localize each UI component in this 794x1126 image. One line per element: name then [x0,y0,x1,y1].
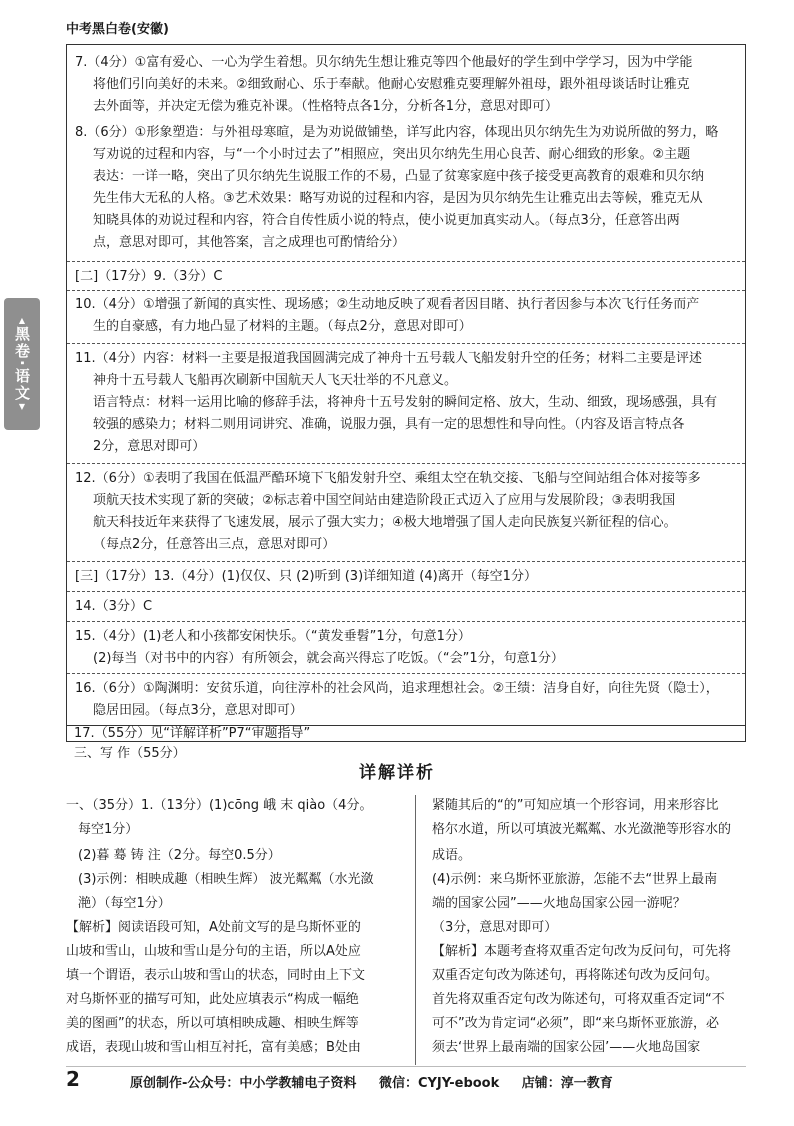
answer-line: 2分，意思对即可） [93,439,206,454]
answer-line: 表达：一详一略，突出了贝尔纳先生说服工作的不易，凸显了贫寒家庭中孩子接受更高教育的艰难和贝尔纳 [93,169,705,184]
answer-line: 航天科技近年来获得了飞速发展，展示了强大实力；④极大地增强了国人走向民族复兴新征程的信心。 [93,515,677,530]
right-col-line: 成语。 [432,848,472,863]
footer-info [130,1072,631,1091]
left-col-line: 滟）（每空1分） [78,896,171,911]
right-col-line: 首先将双重否定句改为陈述句，可将双重否定词“不 [432,992,725,1007]
left-col-line: 对乌斯怀亚的描写可知，此处应填表示“构成一幅绝 [66,992,359,1007]
left-col-line: 美的图画”的状态，所以可填相映成趣、相映生辉等 [66,1016,359,1031]
divider [67,673,745,674]
answer-line: 7.（4分）①富有爱心、一心为学生着想。贝尔纳先生想让雅克等四个他最好的学生到中学学习，因为中学能 [75,55,693,70]
answer-line: 11.（4分）内容：材料一主要是报道我国圆满完成了神舟十五号载人飞船发射升空的任务；材料二主要是评述 [75,351,702,366]
right-col-line: 紧随其后的“的”可知应填一个形容词，用来形容比 [432,798,719,813]
divider [67,463,745,464]
page-number: 2 [66,1067,80,1091]
footer-wechat: 微信：CYJY-ebook [378,1076,500,1091]
right-col-line: 须去‘世界上最南端的国家公园’——火地岛国家 [432,1040,701,1055]
answer-line: 隐居田园。（每点3分，意思对即可） [93,703,303,718]
answer-line: [三]（17分）13.（4分）(1)仅仅、只 (2)听到 (3)详细知道 (4)离开（每空1分） [75,569,537,584]
answer-line: 将他们引向美好的未来。②细致耐心、乐于奉献。他耐心安慰雅克要理解外祖母，跟外祖母谈话时让雅克 [93,77,690,92]
footer-shop: 店铺：淳一教育 [521,1076,613,1091]
divider [67,261,745,262]
left-col-line: 填一个谓语，表示山坡和雪山的状态，同时由上下文 [66,968,366,983]
answer-line: 去外面等，并决定无偿为雅克补课。（性格特点各1分，分析各1分，意思对即可） [93,99,559,114]
answer-line: [二]（17分）9.（3分）C [75,269,223,284]
side-tab-text: 黑卷·语文 [13,326,31,402]
right-col-line: 【解析】本题考查将双重否定句改为反问句，可先将 [432,944,732,959]
divider [67,561,745,562]
answer-line: 较强的感染力；材料二则用词讲究、准确，说服力强，具有一定的思想性和导向性。（内容及语言特点各 [93,417,685,432]
divider [67,591,745,592]
answer-line: 生的自豪感，有力地凸显了材料的主题。（每点2分，意思对即可） [93,319,472,334]
answer-line: 10.（4分）①增强了新闻的真实性、现场感；②生动地反映了观看者因目睹、执行者因参与本次飞行任务而产 [75,297,700,312]
answer-line: 写劝说的过程和内容，与“一个小时过去了”相照应，突出贝尔纳先生用心良苦、耐心细致的形象。②主题 [93,147,691,162]
left-col-line: 一、（35分）1.（13分）(1)cōng 峨 末 qiào（4分。 [66,798,373,813]
answer-line: （每点2分，任意答出三点，意思对即可） [93,537,336,552]
side-tab [4,298,40,430]
triangle-up-icon: ▲ [18,316,26,326]
answer-line-17: 17.（55分）见“详解详析”P7“审题指导” [74,726,311,741]
answer-line: 12.（6分）①表明了我国在低温严酷环境下飞船发射升空、乘组太空在轨交接、飞船与空间站组合体对接等多 [75,471,701,486]
answer-line: 点，意思对即可，其他答案，言之成理也可酌情给分） [93,235,406,250]
left-col-line: (3)示例：相映成趣（相映生辉） 波光粼粼（水光潋 [78,872,374,887]
divider [67,621,745,622]
writing-heading: 三、写 作（55分） [74,746,186,761]
header-title: 中考黑白卷(安徽) [66,22,169,37]
right-col-line: 格尔水道，所以可填波光粼粼、水光潋滟等形容水的 [432,822,732,837]
left-col-line: 山坡和雪山，山坡和雪山是分句的主语，所以A处应 [66,944,361,959]
right-col-line: 端的国家公园”——火地岛国家公园一游呢？ [432,896,686,911]
right-col-line: (4)示例：来乌斯怀亚旅游，怎能不去“世界上最南 [432,872,718,887]
detail-title: 详解详析 [359,763,435,783]
left-col-line: 成语，表现山坡和雪山相互衬托，富有美感；B处由 [66,1040,361,1055]
answer-box [66,44,746,742]
divider [67,343,745,344]
footer-creator: 原创制作-公众号：中小学教辅电子资料 [130,1076,357,1091]
answer-line: 先生伟大无私的人格。③艺术效果：略写劝说的过程和内容，是因为贝尔纳先生让雅克出去等候，雅克无从 [93,191,703,206]
left-col-line: 【解析】阅读语段可知，A处前文写的是乌斯怀亚的 [66,920,361,935]
answer-line: 知晓具体的劝说过程和内容，符合自传性质小说的特点，使小说更加真实动人。（每点3分，任意答出两 [93,213,680,228]
left-col-line: (2)暮 蓦 铸 注（2分。每空0.5分） [78,848,281,863]
answer-line: (2)每当（对书中的内容）有所领会，就会高兴得忘了吃饭。（“会”1分，句意1分） [93,651,564,666]
answer-line: 16.（6分）①陶渊明：安贫乐道，向往淳朴的社会风尚，追求理想社会。②王绩：洁身自好，向往先贤（隐士）， [75,681,719,696]
left-col-line: 每空1分） [78,822,139,837]
answer-line: 15.（4分）(1)老人和小孩都安闲快乐。（“黄发垂髫”1分，句意1分） [75,629,471,644]
divider [67,290,745,291]
answer-line: 14.（3分）C [75,599,153,614]
triangle-down-icon: ▼ [18,401,26,411]
answer-line: 8.（6分）①形象塑造：与外祖母寒暄，是为劝说做铺垫，详写此内容，体现出贝尔纳先生为劝说所做的努力，略 [75,125,719,140]
answer-line: 语言特点：材料一运用比喻的修辞手法，将神舟十五号发射的瞬间定格、放大，生动、细致，现场感强，具有 [93,395,718,410]
answer-line: 神舟十五号载人飞船再次刷新中国航天人飞天壮举的不凡意义。 [93,373,458,388]
right-col-line: （3分，意思对即可） [432,920,558,935]
answer-line: 项航天技术实现了新的突破；②标志着中国空间站由建造阶段正式迈入了应用与发展阶段；③表明我国 [93,493,676,508]
footer-rule [66,1066,746,1067]
column-divider [415,795,416,1065]
right-col-line: 双重否定句改为陈述句，再将陈述句改为反问句。 [432,968,719,983]
right-col-line: 可不”改为肯定词“必须”，即“来乌斯怀亚旅游，必 [432,1016,719,1031]
